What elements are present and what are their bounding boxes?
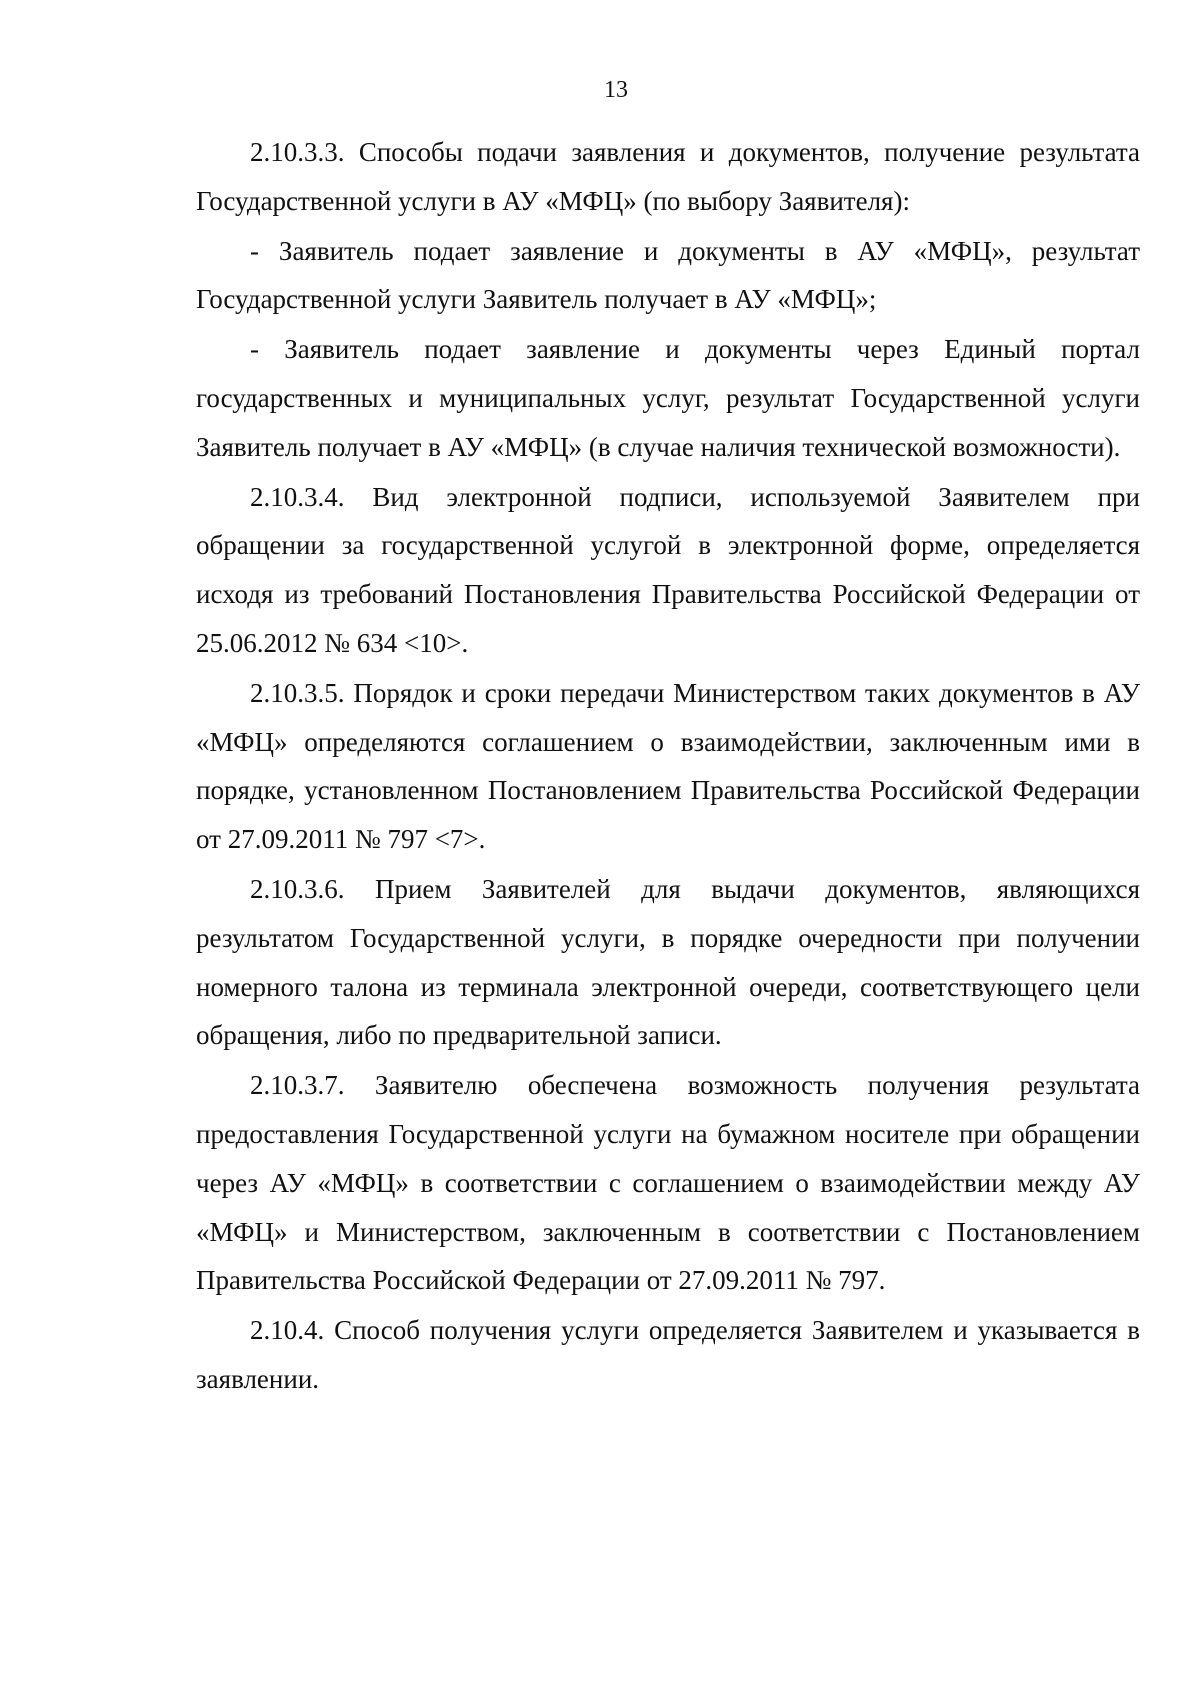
document-body [196,128,1140,1405]
paragraph-2-10-3-4: 2.10.3.4. Вид электронной подписи, используемой Заявителем при обращении за государственной услугой в электронной форме, определяется исходя из требований Постановления Правительства Российской Федерации от 25.06.2012 № 634 <10>. [196,481,1140,658]
paragraph-2-10-4: 2.10.4. Способ получения услуги определяется Заявителем и указывается в заявлении. [196,1315,1140,1394]
paragraph-2-10-3-6: 2.10.3.6. Прием Заявителей для выдачи документов, являющихся результатом Государственной услуги, в порядке очередности при получении номерного талона из терминала электронной очереди, соответствующего цели обращения, либо по предварительной записи. [196,873,1140,1051]
paragraph-list-item-mfc: - Заявитель подает заявление и документы в АУ «МФЦ», результат Государственной услуги Заявитель получает в АУ «МФЦ»; [196,235,1140,315]
paragraph-list-item-portal: - Заявитель подает заявление и документы через Единый портал государственных и муниципальных услуг, результат Государственной услуги Заявитель получает в АУ «МФЦ» (в случае наличия технической возможности). [196,334,1140,462]
paragraph-2-10-3-3: 2.10.3.3. Способы подачи заявления и документов, получение результата Государственной услуги в АУ «МФЦ» (по выбору Заявителя): [196,137,1140,216]
page-number: 13 [604,77,628,103]
paragraph-2-10-3-5: 2.10.3.5. Порядок и сроки передачи Министерством таких документов в АУ «МФЦ» определяются соглашением о взаимодействии, заключенным ими в порядке, установленном Постановлением Правительства Российской Федерации от 27.09.2011 № 797 <7>. [196,677,1140,855]
paragraph-2-10-3-7: 2.10.3.7. Заявителю обеспечена возможность получения результата предоставления Государственной услуги на бумажном носителе при обращении через АУ «МФЦ» в соответствии с соглашением о взаимодействии между АУ «МФЦ» и Министерством, заключенным в соответствии с Постановлением Правительства Российской Федерации от 27.09.2011 № 797. [196,1070,1140,1296]
